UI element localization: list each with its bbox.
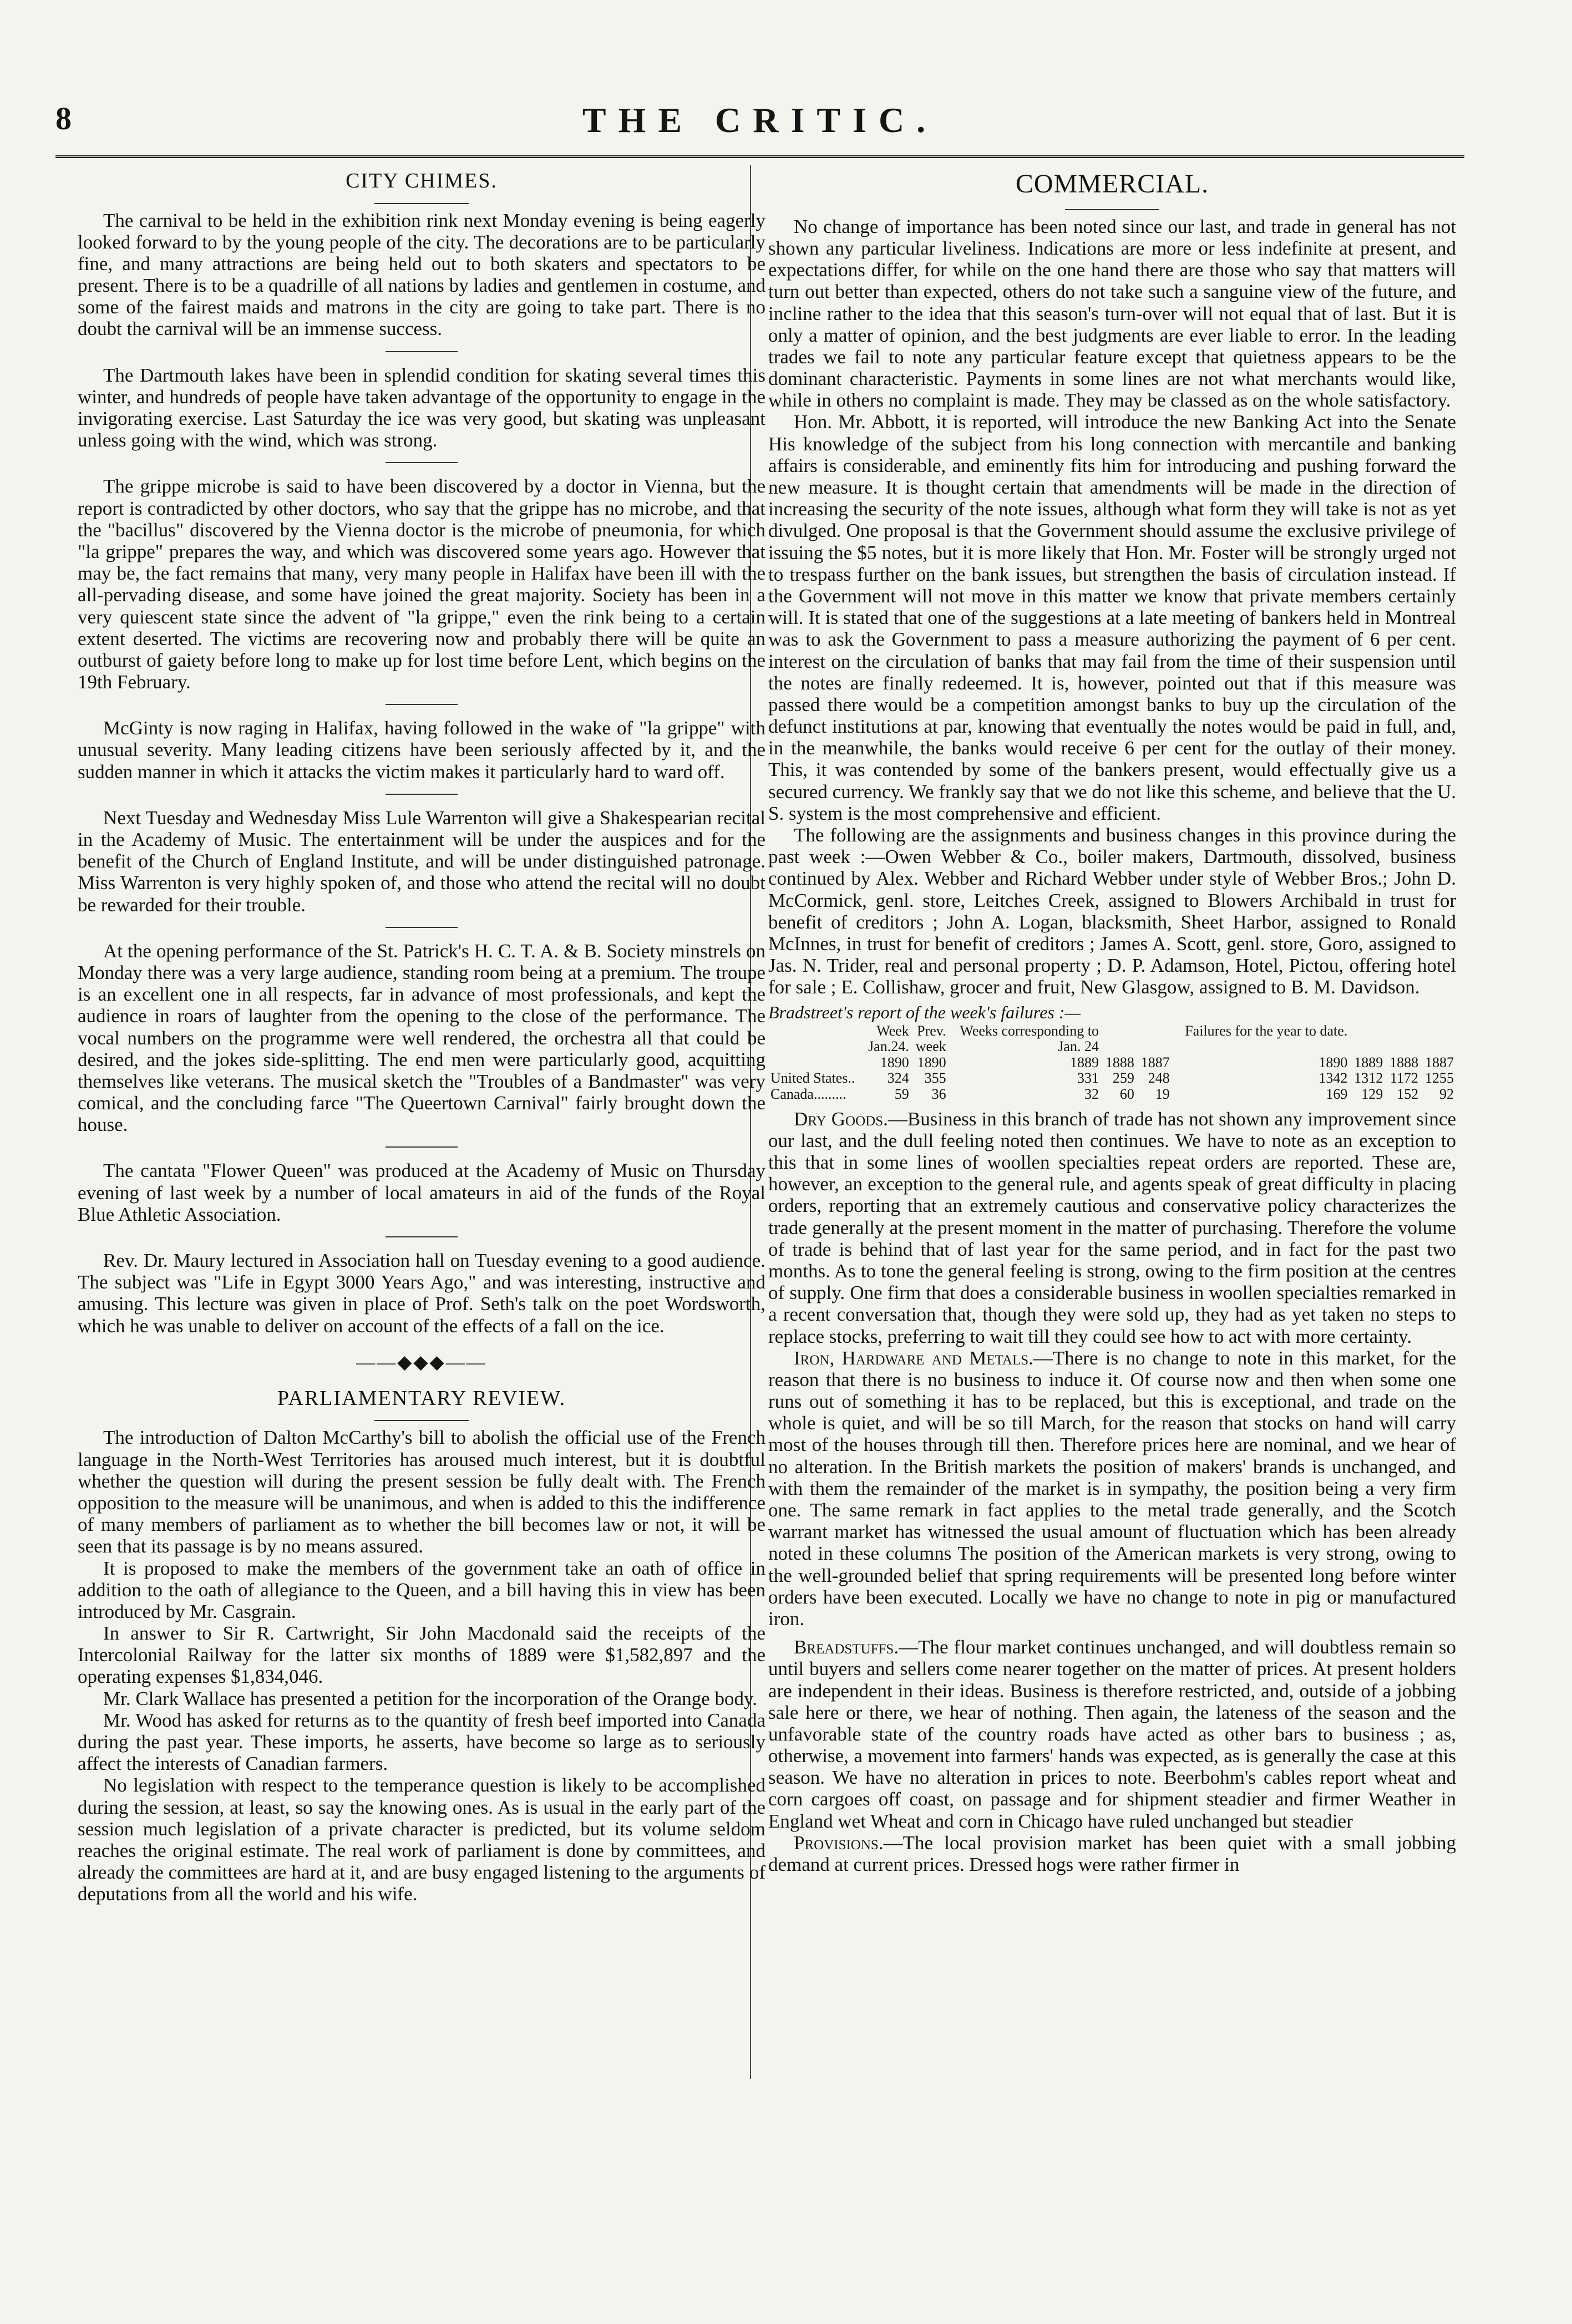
article-paragraph: In answer to Sir R. Cartwright, Sir John Macdonald said the receipts of the Intercolonial Railway for the latter six months of 1889 were $1,582,897 and the operating expenses $1,834,046. (78, 1622, 765, 1688)
table-cell (1421, 1039, 1456, 1055)
table-cell: Weeks corresponding to (960, 1022, 1099, 1039)
article-paragraph: The carnival to be held in the exhibition rink next Monday evening is being eagerly looked forward to by the young people of the city. The decorations are to be particularly fine, and many attractions are being held out to both skaters and spectators to be present. There is to be a quadrille of all nations by ladies and gentlemen in costume, and some of the fairest maids and matrons in the city are going to take part. There is no doubt the carnival will be an immense success. (78, 209, 765, 340)
article-paragraph: No legislation with respect to the temperance question is likely to be accomplished during the session, at least, so say the knowing ones. As is usual in the early part of the session much legislation of a private character is predicted, but its volume seldom reaches the original estimate. The real work of parliament is done by committees, and already the committees are hard at it, and are busy engaged listening to the arguments of deputations from all the world and his wife. (78, 1774, 765, 1905)
article-paragraph: It is proposed to make the members of the government take an oath of office in addition to the oath of allegiance to the Queen, and a bill having this in view has been introduced by Mr. Casgrain. (78, 1557, 765, 1622)
table-cell: 1887 (1140, 1054, 1170, 1070)
table-cell: Prev. (917, 1022, 946, 1039)
parliamentary-review-heading: PARLIAMENTARY REVIEW. (277, 1386, 566, 1410)
paper-title: THE CRITIC. (582, 100, 938, 140)
article-paragraph: The cantata "Flower Queen" was produced at the Academy of Music on Thursday evening of last week by a number of local amateurs in aid of the funds of the Royal Blue Athletic Association. (78, 1160, 765, 1225)
paragraph-text: —The flour market continues unchanged, and will doubtless remain so until buyers and sellers come nearer together on the matter of prices. At present holders are independent in their ideas. Business is therefore restricted, and, outside of a jobbing sale here or there, we hear of nothing. Then again, the lateness of the season and the unfavorable state of the country roads have acted as other bars to business ; as, otherwise, a movement into farmers' hands was expected, as is generally the case at this season. We have no alteration in prices to note. Beerbohm's cables report wheat and corn cargoes off coast, on passage and for shipment steadier and firmer Weather in England wet Wheat and corn in Chicago have ruled unchanged but steadier (768, 1636, 1456, 1832)
table-cell: 1888 (1105, 1054, 1134, 1070)
table-row (768, 1070, 1456, 1087)
table-cell (1350, 1023, 1385, 1039)
heading-rule (374, 1420, 469, 1421)
table-cell: 1888 (1390, 1054, 1419, 1070)
table-cell: 1890 (880, 1054, 909, 1070)
left-column (78, 164, 765, 1905)
table-cell: United States.. (770, 1070, 855, 1087)
table-cell (1137, 1023, 1172, 1039)
paragraph-text: —Business in this branch of trade has not shown any improvement since our last, and the dull feeling noted then continues. We have to note as an exception to this that in some lines of woollen specialties repeat orders are reported. These are, however, an exception to the general rule, and agents speak of great difficulty in placing orders, reporting that an extremely cautious and conservative policy characterizes the trade generally at the present moment in the matter of purchasing. Therefore the volume of trade is behind that of last year for the same period, and in fact for the past two months. As to tone the general feeling is strong, owing to the firm position at the centres of supply. One firm that does a considerable business in woollen specialties remarked in a recent conversation that, though they were sold up, they had as yet taken no steps to replace stocks, preferring to wait till they could see how to act with more certainty. (768, 1108, 1456, 1347)
paragraph-text: —The local provision market has been quiet with a small jobbing demand at current prices. Dressed hogs were rather firmer in (768, 1831, 1456, 1876)
article-paragraph: The Dartmouth lakes have been in splendid condition for skating several times this winter, and hundreds of people have taken advantage of the opportunity to engage in the invigorating exercise. Last Saturday the ice was very good, but skating was unpleasant unless going with the wind, which was strong. (78, 364, 765, 451)
article-paragraph (768, 1347, 1456, 1630)
article-paragraph (768, 1108, 1456, 1347)
article-paragraph: The introduction of Dalton McCarthy's bill to abolish the official use of the French language in the North-West Territories has aroused much interest, but it is doubtful whether the question will during the present session be fully dealt with. The French opposition to the measure will be unanimous, and when is added to this the indifference of many members of parliament as to whether the bill becomes law or not, it will be seen that its passage is by no means assured. (78, 1427, 765, 1557)
table-cell (1101, 1023, 1137, 1039)
table-cell: 324 (887, 1070, 909, 1087)
table-cell (1385, 1023, 1421, 1039)
table-cell: 259 (1112, 1070, 1134, 1087)
table-cell: Jan. 24 (1058, 1038, 1099, 1055)
table-cell: 248 (1148, 1070, 1170, 1087)
article-paragraph: No change of importance has been noted since our last, and trade in general has not shown any particular liveliness. Indications are more or less indefinite at present, and expectations differ, for while on the one hand there are those who say that matters will turn out better than expected, others do not take such a sanguine view of the future, and incline rather to the idea that this season's turn-over will not equal that of last. But it is only a matter of opinion, and the best judgments are ever liable to error. In the leading trades we fail to note any particular feature except that quietness appears to be the dominant characteristic. Payments in some lines are not what merchants would like, while in others no complaint is made. They may be classed as on the whole satisfactory. (768, 215, 1456, 412)
table-cell (1101, 1039, 1137, 1055)
table-cell: Jan.24. (868, 1038, 909, 1055)
table-cell (1137, 1039, 1172, 1055)
table-row (768, 1087, 1456, 1103)
failures-table-caption: Bradstreet's report of the week's failures :— (768, 1002, 1081, 1022)
table-cell: 60 (1119, 1086, 1134, 1103)
table-cell (1172, 1039, 1350, 1055)
table-cell: 1889 (1354, 1054, 1383, 1070)
failures-table (768, 1003, 1456, 1103)
article-paragraph: McGinty is now raging in Halifax, having followed in the wake of "la grippe" with unusual severity. Many leading citizens have been seriously affected by it, and the sudden manner in which it attacks the victim makes it particularly hard to ward off. (78, 717, 765, 783)
table-cell: 1890 (917, 1054, 946, 1070)
separator-rule (386, 1146, 458, 1148)
table-cell: 1255 (1425, 1070, 1454, 1087)
article-paragraph: Mr. Wood has asked for returns as to the quantity of fresh beef imported into Canada during the past year. These imports, he asserts, have become so large as to seriously affect the interests of Canadian farmers. (78, 1709, 765, 1775)
table-cell (768, 1055, 863, 1071)
separator-rule (386, 462, 458, 463)
city-chimes-heading: CITY CHIMES. (346, 169, 498, 192)
article-paragraph: The grippe microbe is said to have been discovered by a doctor in Vienna, but the report is contradicted by other doctors, who say that the grippe has no microbe, and that the "bacillus" discovered by the Vienna doctor is the microbe of pneumonia, for which "la grippe" prepares the way, and which was discovered some years ago. However that may be, the fact remains that many, very many people in Halifax have been ill with the all-pervading disease, and some have joined the great majority. Society has been in a very quiescent state since the advent of "la grippe," even the rink being to a certain extent deserted. The victims are recovering now and probably there will be quite an outburst of gaiety before long to make up for lost time before Lent, which begins on the 19th February. (78, 475, 765, 693)
table-cell: 355 (924, 1070, 946, 1087)
table-cell: 92 (1439, 1086, 1454, 1103)
paragraph-lead: Iron, Hardware and Metals. (794, 1347, 1033, 1369)
separator-rule (386, 351, 458, 352)
table-cell: Failures for the year to date. (1185, 1022, 1348, 1039)
table-cell: 152 (1397, 1086, 1419, 1103)
article-paragraph (768, 1636, 1456, 1832)
ornament-divider: ——◆◆◆—— (356, 1352, 487, 1373)
table-cell: 129 (1361, 1086, 1383, 1103)
commercial-heading: COMMERCIAL. (1015, 169, 1209, 199)
paragraph-text: —There is no change to note in this market, for the reason that there is no business to induce it. Of course now and then when some one runs out of something it has to be replaced, but this is exceptional, and trade on the whole is quiet, and will be so till March, for the reason that stocks on hand will carry most of the houses through till then. Therefore prices here are nominal, and we hear of no alteration. In the British markets the position of makers' brands is unchanged, and with them the remainder of the market is in sympathy, the position being a very firm one. The same remark in fact applies to the metal trade generally, and the Scotch warrant market has witnessed the usual amount of fluctuation which has been already noted in these columns The position of the American markets is very strong, owing to the well-grounded belief that spring requirements will be presented long before winter orders have been executed. Locally we have no change to note in pig or manufactured iron. (768, 1347, 1457, 1630)
table-cell: week (915, 1038, 946, 1055)
table-cell: 59 (894, 1086, 909, 1103)
paragraph-lead: Dry Goods. (794, 1108, 888, 1130)
article-paragraph: Next Tuesday and Wednesday Miss Lule Warrenton will give a Shakespearian recital in the Academy of Music. The entertainment will be under the auspices and for the benefit of the Church of England Institute, and will be under distinguished patronage. Miss Warrenton is very highly spoken of, and those who attend the recital will no doubt be rewarded for their trouble. (78, 806, 765, 916)
table-header-row (768, 1055, 1456, 1071)
article-paragraph: Mr. Clark Wallace has presented a petition for the incorporation of the Orange body. (103, 1687, 758, 1709)
masthead (55, 100, 1464, 158)
table-cell: 1890 (1319, 1054, 1348, 1070)
table-cell: 1172 (1390, 1070, 1419, 1087)
table-cell: 1312 (1354, 1070, 1383, 1087)
paragraph-lead: Provisions. (794, 1831, 884, 1854)
article-paragraph: The following are the assignments and business changes in this province during the past week :—Owen Webber & Co., boiler makers, Dartmouth, dissolved, business continued by Alex. Webber and Richard Webber under style of Webber Bros.; John D. McCormick, genl. store, Leitches Creek, assigned to Blowers Archibald in trust for benefit of creditors ; John A. Logan, blacksmith, Sheet Harbor, assigned to Ronald McInnes, in trust for benefit of creditors ; James A. Scott, genl. store, Goro, assigned to Jas. N. Trider, real and personal property ; D. P. Adamson, Hotel, Pictou, offering hotel for sale ; E. Collishaw, grocer and fruit, New Glasgow, assigned to B. M. Davidson. (768, 824, 1456, 998)
heading-rule (1065, 209, 1159, 210)
table-cell: 32 (1084, 1086, 1099, 1103)
paragraph-lead: Breadstuffs. (794, 1636, 899, 1658)
heading-rule (374, 203, 469, 204)
table-cell (768, 1039, 863, 1055)
table-cell (1385, 1039, 1421, 1055)
article-paragraph: Rev. Dr. Maury lectured in Association hall on Tuesday evening to a good audience. The subject was "Life in Egypt 3000 Years Ago," and was interesting, instructive and amusing. This lecture was given in place of Prof. Seth's talk on the poet Wordsworth, which he was unable to deliver on account of the effects of a fall on the ice. (78, 1250, 765, 1337)
page-number: 8 (55, 100, 72, 136)
separator-rule (386, 1236, 458, 1237)
table-header-row (768, 1023, 1456, 1039)
article-paragraph: Hon. Mr. Abbott, it is reported, will introduce the new Banking Act into the Senate His knowledge of the subject from his long connection with mercantile and banking affairs is considerable, and eminently fits him for introducing and pushing forward the new measure. It is thought certain that amendments will be made in the direction of increasing the security of the note issues, although what form they will take is not as yet divulged. One proposal is that the Government should assume the exclusive privilege of issuing the $5 notes, but it is more likely that Hon. Mr. Foster will be strongly urged not to trespass further on the bank issues, but strengthen the basis of circulation instead. If the Government will not move in this matter we know that private members certainly will. It is stated that one of the suggestions at a late meeting of bankers held in Montreal was to ask the Government to pass a measure authorizing the payment of 6 per cent. interest on the circulation of banks that may fail from the time of their suspension until the notes are finally redeemed. It is, however, pointed out that if this measure was passed there would be a competition amongst banks to buy up the circulation of the defunct institutions at par, knowing that eventually the notes would be paid in full, and, in the meanwhile, the banks would receive 6 per cent for the outlay of their money. This, it was contended by some of the bankers present, would effectually give us a secured currency. We frankly say that we do not like this scheme, and believe that the U. S. system is the most comprehensive and efficient. (768, 411, 1456, 824)
table-cell (768, 1023, 863, 1039)
separator-rule (386, 794, 458, 795)
table-cell: 36 (931, 1086, 946, 1103)
separator-rule (386, 704, 458, 705)
table-cell (1350, 1039, 1385, 1055)
article-paragraph (768, 1832, 1456, 1875)
separator-rule (386, 927, 458, 928)
right-column (768, 164, 1456, 1875)
table-cell: Canada......... (770, 1086, 846, 1103)
table-cell: 1887 (1425, 1054, 1454, 1070)
table-cell: 169 (1326, 1086, 1348, 1103)
table-cell (1421, 1023, 1456, 1039)
table-cell: 1342 (1319, 1070, 1348, 1087)
table-header-row (768, 1039, 1456, 1055)
table-cell: 1889 (1069, 1054, 1099, 1070)
table-cell: 331 (1077, 1070, 1099, 1087)
table-cell: 19 (1155, 1086, 1170, 1103)
article-paragraph: At the opening performance of the St. Patrick's H. C. T. A. & B. Society minstrels on Monday there was a very large audience, standing room being at a premium. The troupe is an excellent one in all respects, far in advance of most professionals, and kept the audience in roars of laughter from the opening to the close of the performance. The vocal numbers on the programme were well rendered, the orchestra all that could be desired, and the jokes side-splitting. The end men were particularly good, acquitting themselves like veterans. The musical sketch the "Troubles of a Bandmaster" was very comical, and the concluding farce "The Queertown Carnival" fairly brought down the house. (78, 940, 765, 1136)
table-cell: Week (876, 1022, 909, 1039)
